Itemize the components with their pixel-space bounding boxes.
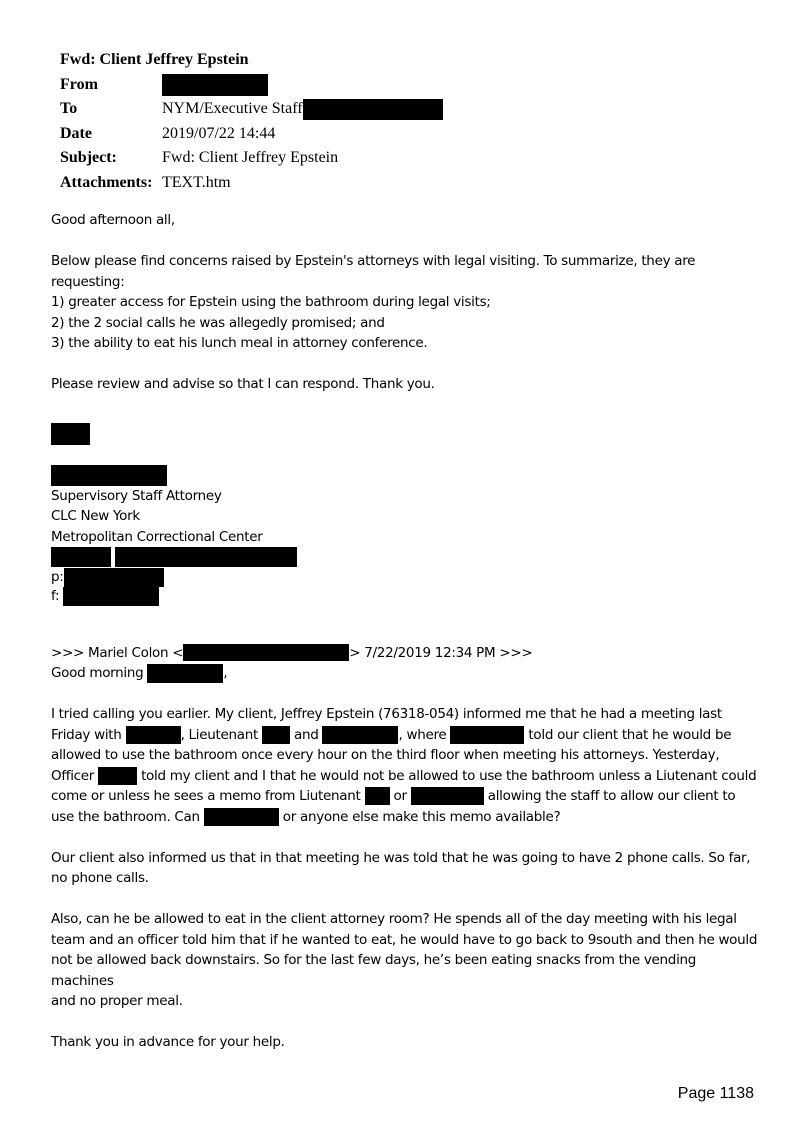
closing-line: Please review and advise so that I can respond. Thank you.: [51, 376, 435, 392]
redaction-box: [411, 787, 484, 805]
forward-paragraph-line: come or unless he sees a memo from Liutenant or allowing the staff to allow our client to: [51, 788, 736, 804]
request-item: 2) the 2 social calls he was allegedly promised; and: [51, 314, 385, 331]
forward-paragraph-line: I tried calling you earlier. My client, Jeffrey Epstein (76318-054) informed me that he had a meeting last: [51, 706, 722, 722]
redaction-box: [63, 587, 159, 606]
redaction-box: [51, 423, 90, 445]
email-title: Fwd: Client Jeffrey Epstein: [60, 51, 249, 68]
redaction-box: [98, 767, 137, 785]
forward-paragraph-line: no phone calls.: [51, 870, 149, 886]
redaction-box: [64, 568, 164, 587]
signature-org: CLC New York: [51, 508, 140, 524]
greeting: Good afternoon all,: [51, 212, 175, 228]
subject-row: [60, 146, 443, 171]
email-header: [60, 48, 443, 195]
redaction-box: [303, 99, 443, 120]
redaction-box: [147, 664, 223, 683]
redaction-box: [51, 465, 167, 486]
request-item: 1) greater access for Epstein using the bathroom during legal visits;: [51, 294, 491, 310]
redaction-box: [115, 547, 297, 567]
subject-value: Fwd: Client Jeffrey Epstein: [162, 149, 339, 166]
intro-line: Below please find concerns raised by Epstein's attorneys with legal visiting. To summarize, they are: [51, 253, 696, 269]
redaction-box: [450, 726, 524, 744]
redaction-box: [162, 74, 268, 96]
subject-label: Subject:: [60, 149, 117, 166]
to-row: [60, 97, 443, 122]
forward-paragraph-line: use the bathroom. Can or anyone else make this memo available?: [51, 808, 561, 825]
forward-paragraph-line: Friday with , Lieutenant and , where told our client that he would be: [51, 726, 732, 743]
signature-title: Supervisory Staff Attorney: [51, 487, 222, 504]
from-row: [60, 73, 443, 98]
attachment-link[interactable]: TEXT.htm: [162, 173, 231, 191]
phone-label: p:: [51, 568, 64, 585]
forward-header: >>> Mariel Colon < > 7/22/2019 12:34 PM >>>: [51, 644, 533, 661]
forward-paragraph-line: and no proper meal.: [51, 993, 183, 1009]
date-value: 2019/07/22 14:44: [162, 124, 276, 142]
forward-paragraph-line: team and an officer told him that if he wanted to eat, he would have to go back to 9south and then he would: [51, 931, 758, 948]
date-row: [60, 122, 443, 147]
forward-thanks: Thank you in advance for your help.: [51, 1034, 285, 1050]
redaction-box: [365, 787, 390, 805]
signature-facility: Metropolitan Correctional Center: [51, 528, 263, 545]
request-item: 3) the ability to eat his lunch meal in attorney conference.: [51, 335, 428, 351]
redaction-box: [183, 644, 349, 661]
date-label: Date: [60, 124, 92, 142]
redaction-box: [262, 726, 290, 744]
page-number: Page 1138: [677, 1085, 754, 1102]
to-label: To: [60, 100, 78, 117]
forward-paragraph-line: Also, can he be allowed to eat in the client attorney room? He spends all of the day meeting with his legal: [51, 911, 737, 927]
signature-block: [51, 423, 761, 606]
attachments-row: [60, 171, 443, 196]
from-label: From: [60, 75, 98, 93]
forward-paragraph-line: allowed to use the bathroom once every hour on the third floor when meeting his attorneys. Yesterday,: [51, 747, 720, 763]
forward-greeting: Good morning ,: [51, 665, 228, 681]
redaction-box: [126, 726, 181, 744]
attachments-label: Attachments:: [60, 173, 153, 191]
forward-paragraph-line: Officer told my client and I that he would not be allowed to use the bathroom unless a Liutenant could: [51, 767, 757, 784]
email-body: [51, 210, 761, 1053]
intro-line: requesting:: [51, 273, 125, 290]
redaction-box: [204, 808, 279, 826]
redaction-box: [322, 726, 398, 744]
forwarded-message: [51, 643, 761, 1053]
to-value: NYM/Executive Staff: [162, 100, 303, 117]
fax-label: f:: [51, 587, 60, 604]
forward-paragraph-line: Our client also informed us that in that meeting he was told that he was going to have 2 phone calls. So far,: [51, 849, 751, 866]
forward-paragraph-line: not be allowed back downstairs. So for the last few days, he’s been eating snacks from the vending machines: [51, 952, 697, 989]
redaction-box: [51, 547, 111, 567]
